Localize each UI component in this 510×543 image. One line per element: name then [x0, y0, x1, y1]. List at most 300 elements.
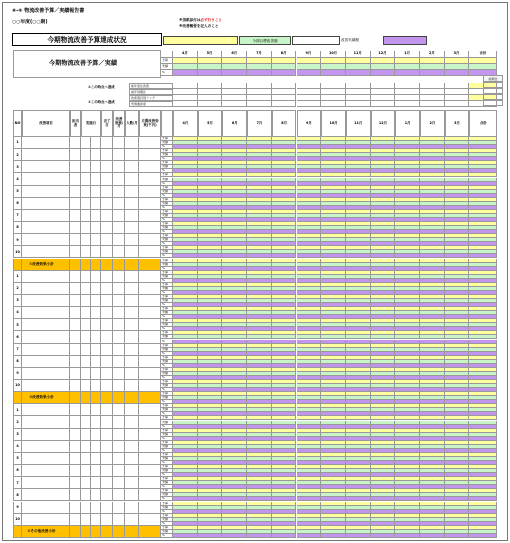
row-input-cell[interactable]: [70, 368, 81, 380]
row-input-cell[interactable]: [125, 453, 139, 465]
row-input-cell[interactable]: [22, 502, 70, 514]
row-input-cell[interactable]: [101, 295, 113, 307]
row-input-cell[interactable]: [113, 356, 125, 368]
row-input-cell[interactable]: [70, 453, 81, 465]
row-input-cell[interactable]: [139, 429, 161, 441]
row-input-cell[interactable]: [125, 259, 139, 271]
summary-value-cell[interactable]: [395, 70, 420, 76]
row-input-cell[interactable]: [139, 526, 161, 538]
row-input-cell[interactable]: [101, 161, 113, 173]
row-input-cell[interactable]: [91, 380, 101, 392]
row-input-cell[interactable]: [101, 441, 113, 453]
summary-value-cell[interactable]: [297, 70, 322, 76]
detail-value-cell[interactable]: [198, 101, 223, 107]
row-input-cell[interactable]: [101, 526, 113, 538]
row-input-cell[interactable]: [70, 186, 81, 198]
row-input-cell[interactable]: [125, 137, 139, 149]
row-input-cell[interactable]: [125, 319, 139, 331]
row-input-cell[interactable]: [101, 259, 113, 271]
month-value-cell[interactable]: [469, 534, 497, 538]
row-input-cell[interactable]: [91, 416, 101, 428]
row-input-cell[interactable]: [125, 416, 139, 428]
row-input-cell[interactable]: [70, 271, 81, 283]
row-input-cell[interactable]: [91, 502, 101, 514]
row-input-cell[interactable]: [81, 295, 91, 307]
row-input-cell[interactable]: [139, 307, 161, 319]
row-input-cell[interactable]: [139, 392, 161, 404]
row-input-cell[interactable]: [81, 173, 91, 185]
row-input-cell[interactable]: [70, 246, 81, 258]
row-input-cell[interactable]: [22, 331, 70, 343]
row-input-cell[interactable]: [125, 441, 139, 453]
row-input-cell[interactable]: [101, 368, 113, 380]
month-value-cell[interactable]: [247, 534, 272, 538]
row-input-cell[interactable]: [81, 246, 91, 258]
row-input-cell[interactable]: [101, 137, 113, 149]
row-input-cell[interactable]: [22, 441, 70, 453]
row-input-cell[interactable]: [101, 210, 113, 222]
row-input-cell[interactable]: [113, 392, 125, 404]
row-input-cell[interactable]: [125, 271, 139, 283]
row-input-cell[interactable]: [81, 453, 91, 465]
row-input-cell[interactable]: [113, 526, 125, 538]
row-input-cell[interactable]: [125, 161, 139, 173]
row-input-cell[interactable]: [70, 441, 81, 453]
row-input-cell[interactable]: [81, 137, 91, 149]
row-input-cell[interactable]: [125, 198, 139, 210]
row-input-cell[interactable]: [70, 502, 81, 514]
row-input-cell[interactable]: [101, 149, 113, 161]
row-input-cell[interactable]: [139, 186, 161, 198]
row-input-cell[interactable]: [81, 416, 91, 428]
row-input-cell[interactable]: [81, 161, 91, 173]
summary-value-cell[interactable]: [198, 70, 223, 76]
row-input-cell[interactable]: [70, 526, 81, 538]
row-input-cell[interactable]: [81, 259, 91, 271]
row-input-cell[interactable]: [22, 489, 70, 501]
row-input-cell[interactable]: [101, 465, 113, 477]
row-input-cell[interactable]: [139, 489, 161, 501]
row-input-cell[interactable]: [101, 514, 113, 526]
summary-value-cell[interactable]: [346, 70, 371, 76]
row-input-cell[interactable]: [70, 198, 81, 210]
row-input-cell[interactable]: [101, 429, 113, 441]
row-input-cell[interactable]: [81, 319, 91, 331]
row-input-cell[interactable]: [70, 137, 81, 149]
row-input-cell[interactable]: [81, 404, 91, 416]
row-input-cell[interactable]: [22, 222, 70, 234]
row-input-cell[interactable]: [91, 392, 101, 404]
row-input-cell[interactable]: [139, 477, 161, 489]
row-input-cell[interactable]: [125, 246, 139, 258]
detail-value-cell[interactable]: [173, 101, 198, 107]
row-input-cell[interactable]: [139, 416, 161, 428]
row-input-cell[interactable]: [22, 416, 70, 428]
row-input-cell[interactable]: [139, 465, 161, 477]
detail-value-cell[interactable]: [445, 101, 470, 107]
row-input-cell[interactable]: [81, 307, 91, 319]
row-input-cell[interactable]: [125, 234, 139, 246]
row-input-cell[interactable]: [139, 295, 161, 307]
row-input-cell[interactable]: [22, 149, 70, 161]
row-input-cell[interactable]: [91, 246, 101, 258]
detail-value-cell[interactable]: [395, 101, 420, 107]
month-value-cell[interactable]: [198, 534, 223, 538]
row-input-cell[interactable]: [22, 137, 70, 149]
row-input-cell[interactable]: [70, 356, 81, 368]
row-input-cell[interactable]: [101, 356, 113, 368]
row-input-cell[interactable]: [125, 283, 139, 295]
row-input-cell[interactable]: [101, 380, 113, 392]
row-input-cell[interactable]: [70, 380, 81, 392]
row-input-cell[interactable]: [70, 222, 81, 234]
row-input-cell[interactable]: [139, 283, 161, 295]
summary-value-cell[interactable]: [420, 70, 445, 76]
budget-box[interactable]: [163, 36, 238, 45]
row-input-cell[interactable]: [125, 477, 139, 489]
row-input-cell[interactable]: [113, 295, 125, 307]
month-value-cell[interactable]: [297, 534, 322, 538]
row-input-cell[interactable]: [70, 465, 81, 477]
row-input-cell[interactable]: [139, 404, 161, 416]
row-input-cell[interactable]: [22, 368, 70, 380]
row-input-cell[interactable]: [22, 295, 70, 307]
month-value-cell[interactable]: [346, 534, 371, 538]
row-input-cell[interactable]: [70, 331, 81, 343]
month-value-cell[interactable]: [395, 534, 420, 538]
row-input-cell[interactable]: [70, 489, 81, 501]
row-input-cell[interactable]: [101, 198, 113, 210]
month-value-cell[interactable]: [371, 534, 396, 538]
row-input-cell[interactable]: [81, 356, 91, 368]
row-input-cell[interactable]: [113, 477, 125, 489]
summary-value-cell[interactable]: [321, 70, 346, 76]
summary-value-cell[interactable]: [247, 70, 272, 76]
row-input-cell[interactable]: [22, 173, 70, 185]
row-input-cell[interactable]: [101, 453, 113, 465]
row-input-cell[interactable]: [91, 514, 101, 526]
row-input-cell[interactable]: [113, 368, 125, 380]
row-input-cell[interactable]: [91, 271, 101, 283]
row-input-cell[interactable]: [113, 210, 125, 222]
row-input-cell[interactable]: [101, 283, 113, 295]
row-input-cell[interactable]: [22, 404, 70, 416]
month-value-cell[interactable]: [173, 534, 198, 538]
row-input-cell[interactable]: [125, 489, 139, 501]
row-input-cell[interactable]: [125, 404, 139, 416]
row-input-cell[interactable]: [101, 173, 113, 185]
row-input-cell[interactable]: [101, 246, 113, 258]
row-input-cell[interactable]: [91, 441, 101, 453]
row-input-cell[interactable]: [139, 173, 161, 185]
row-input-cell[interactable]: [113, 198, 125, 210]
row-input-cell[interactable]: [113, 331, 125, 343]
row-input-cell[interactable]: [81, 344, 91, 356]
row-input-cell[interactable]: [125, 331, 139, 343]
row-input-cell[interactable]: [113, 234, 125, 246]
row-input-cell[interactable]: [139, 319, 161, 331]
detail-value-cell[interactable]: [247, 101, 272, 107]
row-input-cell[interactable]: [113, 246, 125, 258]
row-input-cell[interactable]: [22, 307, 70, 319]
detail-value-cell[interactable]: [346, 101, 371, 107]
row-input-cell[interactable]: [91, 489, 101, 501]
row-input-cell[interactable]: [70, 234, 81, 246]
row-input-cell[interactable]: [22, 429, 70, 441]
row-input-cell[interactable]: [91, 186, 101, 198]
row-input-cell[interactable]: [113, 441, 125, 453]
row-input-cell[interactable]: [101, 222, 113, 234]
row-input-cell[interactable]: [81, 368, 91, 380]
row-input-cell[interactable]: [81, 271, 91, 283]
row-input-cell[interactable]: [22, 319, 70, 331]
row-input-cell[interactable]: [139, 137, 161, 149]
row-input-cell[interactable]: [81, 477, 91, 489]
row-input-cell[interactable]: [91, 307, 101, 319]
row-input-cell[interactable]: [113, 307, 125, 319]
target-value-box[interactable]: [292, 36, 340, 45]
row-input-cell[interactable]: [70, 283, 81, 295]
row-input-cell[interactable]: [101, 331, 113, 343]
row-input-cell[interactable]: [22, 186, 70, 198]
row-input-cell[interactable]: [91, 149, 101, 161]
detail-value-cell[interactable]: [297, 101, 322, 107]
row-input-cell[interactable]: [22, 356, 70, 368]
row-input-cell[interactable]: [113, 502, 125, 514]
row-input-cell[interactable]: [139, 198, 161, 210]
row-input-cell[interactable]: [70, 295, 81, 307]
row-input-cell[interactable]: [139, 222, 161, 234]
detail-value-cell[interactable]: [420, 101, 445, 107]
actual-value-box[interactable]: [383, 36, 427, 45]
row-input-cell[interactable]: [91, 283, 101, 295]
detail-value-cell[interactable]: [371, 101, 396, 107]
row-input-cell[interactable]: [91, 173, 101, 185]
row-input-cell[interactable]: [91, 234, 101, 246]
row-input-cell[interactable]: [125, 149, 139, 161]
row-input-cell[interactable]: [113, 161, 125, 173]
row-input-cell[interactable]: [91, 526, 101, 538]
month-value-cell[interactable]: [321, 534, 346, 538]
summary-value-cell[interactable]: [173, 70, 198, 76]
row-input-cell[interactable]: [113, 429, 125, 441]
detail-value-cell[interactable]: [222, 101, 247, 107]
row-input-cell[interactable]: [70, 514, 81, 526]
row-input-cell[interactable]: [81, 392, 91, 404]
row-input-cell[interactable]: [139, 344, 161, 356]
row-input-cell[interactable]: [113, 453, 125, 465]
row-input-cell[interactable]: [139, 368, 161, 380]
row-input-cell[interactable]: [139, 514, 161, 526]
row-input-cell[interactable]: [139, 246, 161, 258]
row-input-cell[interactable]: [113, 489, 125, 501]
row-input-cell[interactable]: [81, 234, 91, 246]
row-input-cell[interactable]: [101, 502, 113, 514]
row-input-cell[interactable]: [125, 295, 139, 307]
row-input-cell[interactable]: [101, 234, 113, 246]
row-input-cell[interactable]: [139, 271, 161, 283]
row-input-cell[interactable]: [81, 380, 91, 392]
row-input-cell[interactable]: [91, 344, 101, 356]
row-input-cell[interactable]: [125, 173, 139, 185]
row-input-cell[interactable]: [91, 404, 101, 416]
summary-value-cell[interactable]: [371, 70, 396, 76]
row-input-cell[interactable]: [125, 210, 139, 222]
row-input-cell[interactable]: [70, 307, 81, 319]
row-input-cell[interactable]: [91, 210, 101, 222]
row-input-cell[interactable]: [91, 137, 101, 149]
row-input-cell[interactable]: [81, 465, 91, 477]
row-input-cell[interactable]: [81, 429, 91, 441]
row-input-cell[interactable]: [139, 331, 161, 343]
row-input-cell[interactable]: [113, 416, 125, 428]
row-input-cell[interactable]: [70, 392, 81, 404]
row-input-cell[interactable]: [113, 186, 125, 198]
row-input-cell[interactable]: [125, 514, 139, 526]
row-input-cell[interactable]: [70, 319, 81, 331]
row-input-cell[interactable]: [70, 173, 81, 185]
row-input-cell[interactable]: [139, 502, 161, 514]
row-input-cell[interactable]: [91, 465, 101, 477]
row-input-cell[interactable]: [113, 149, 125, 161]
row-input-cell[interactable]: [70, 404, 81, 416]
row-input-cell[interactable]: [22, 344, 70, 356]
row-input-cell[interactable]: [139, 356, 161, 368]
row-input-cell[interactable]: [125, 368, 139, 380]
row-input-cell[interactable]: [125, 186, 139, 198]
row-input-cell[interactable]: [81, 149, 91, 161]
row-input-cell[interactable]: [81, 514, 91, 526]
row-input-cell[interactable]: [91, 477, 101, 489]
month-value-cell[interactable]: [222, 534, 247, 538]
row-input-cell[interactable]: [22, 465, 70, 477]
row-input-cell[interactable]: [91, 356, 101, 368]
row-input-cell[interactable]: [125, 380, 139, 392]
row-input-cell[interactable]: [113, 259, 125, 271]
row-input-cell[interactable]: [113, 344, 125, 356]
row-input-cell[interactable]: [91, 368, 101, 380]
summary-value-cell[interactable]: [445, 70, 470, 76]
row-input-cell[interactable]: [91, 319, 101, 331]
row-input-cell[interactable]: [22, 380, 70, 392]
row-input-cell[interactable]: [101, 477, 113, 489]
row-input-cell[interactable]: [22, 210, 70, 222]
row-input-cell[interactable]: [101, 307, 113, 319]
row-input-cell[interactable]: [70, 259, 81, 271]
row-input-cell[interactable]: [22, 198, 70, 210]
row-input-cell[interactable]: [113, 380, 125, 392]
row-input-cell[interactable]: [125, 502, 139, 514]
row-input-cell[interactable]: [101, 404, 113, 416]
row-input-cell[interactable]: [101, 319, 113, 331]
right-grid-cell[interactable]: [483, 100, 503, 106]
row-input-cell[interactable]: [22, 234, 70, 246]
row-input-cell[interactable]: [91, 198, 101, 210]
row-input-cell[interactable]: [91, 453, 101, 465]
row-input-cell[interactable]: [139, 441, 161, 453]
row-input-cell[interactable]: [125, 222, 139, 234]
row-input-cell[interactable]: [70, 477, 81, 489]
row-input-cell[interactable]: [91, 295, 101, 307]
row-input-cell[interactable]: [139, 259, 161, 271]
row-input-cell[interactable]: [125, 307, 139, 319]
summary-value-cell[interactable]: [272, 70, 297, 76]
row-input-cell[interactable]: [81, 441, 91, 453]
row-input-cell[interactable]: [101, 344, 113, 356]
month-value-cell[interactable]: [272, 534, 297, 538]
row-input-cell[interactable]: [125, 392, 139, 404]
month-value-cell[interactable]: [420, 534, 445, 538]
row-input-cell[interactable]: [91, 429, 101, 441]
row-input-cell[interactable]: [81, 198, 91, 210]
row-input-cell[interactable]: [101, 489, 113, 501]
row-input-cell[interactable]: [81, 283, 91, 295]
row-input-cell[interactable]: [91, 161, 101, 173]
row-input-cell[interactable]: [113, 173, 125, 185]
row-input-cell[interactable]: [81, 222, 91, 234]
month-value-cell[interactable]: [445, 534, 470, 538]
row-input-cell[interactable]: [81, 502, 91, 514]
row-input-cell[interactable]: [81, 489, 91, 501]
row-input-cell[interactable]: [81, 331, 91, 343]
row-input-cell[interactable]: [81, 210, 91, 222]
row-input-cell[interactable]: [91, 222, 101, 234]
row-input-cell[interactable]: [113, 514, 125, 526]
row-input-cell[interactable]: [125, 526, 139, 538]
row-input-cell[interactable]: [125, 356, 139, 368]
row-input-cell[interactable]: [113, 465, 125, 477]
row-input-cell[interactable]: [70, 161, 81, 173]
row-input-cell[interactable]: [70, 416, 81, 428]
row-input-cell[interactable]: [101, 392, 113, 404]
row-input-cell[interactable]: [70, 210, 81, 222]
row-input-cell[interactable]: [113, 319, 125, 331]
row-input-cell[interactable]: [113, 283, 125, 295]
row-input-cell[interactable]: [125, 465, 139, 477]
row-input-cell[interactable]: [91, 259, 101, 271]
summary-value-cell[interactable]: [222, 70, 247, 76]
detail-value-cell[interactable]: [272, 101, 297, 107]
row-input-cell[interactable]: [139, 161, 161, 173]
row-input-cell[interactable]: [113, 271, 125, 283]
row-input-cell[interactable]: [139, 380, 161, 392]
row-input-cell[interactable]: [139, 453, 161, 465]
row-input-cell[interactable]: [139, 234, 161, 246]
row-input-cell[interactable]: [113, 137, 125, 149]
row-input-cell[interactable]: [22, 514, 70, 526]
row-input-cell[interactable]: [22, 453, 70, 465]
row-input-cell[interactable]: [70, 344, 81, 356]
row-input-cell[interactable]: [81, 186, 91, 198]
row-input-cell[interactable]: [22, 283, 70, 295]
row-input-cell[interactable]: [22, 246, 70, 258]
row-input-cell[interactable]: [139, 149, 161, 161]
row-input-cell[interactable]: [125, 344, 139, 356]
row-input-cell[interactable]: [113, 222, 125, 234]
row-input-cell[interactable]: [113, 404, 125, 416]
row-input-cell[interactable]: [91, 331, 101, 343]
row-input-cell[interactable]: [139, 210, 161, 222]
row-input-cell[interactable]: [70, 429, 81, 441]
detail-value-cell[interactable]: [321, 101, 346, 107]
row-input-cell[interactable]: [22, 161, 70, 173]
row-input-cell[interactable]: [70, 149, 81, 161]
row-input-cell[interactable]: [81, 526, 91, 538]
row-input-cell[interactable]: [101, 416, 113, 428]
row-input-cell[interactable]: [101, 271, 113, 283]
row-input-cell[interactable]: [101, 186, 113, 198]
row-input-cell[interactable]: [22, 271, 70, 283]
